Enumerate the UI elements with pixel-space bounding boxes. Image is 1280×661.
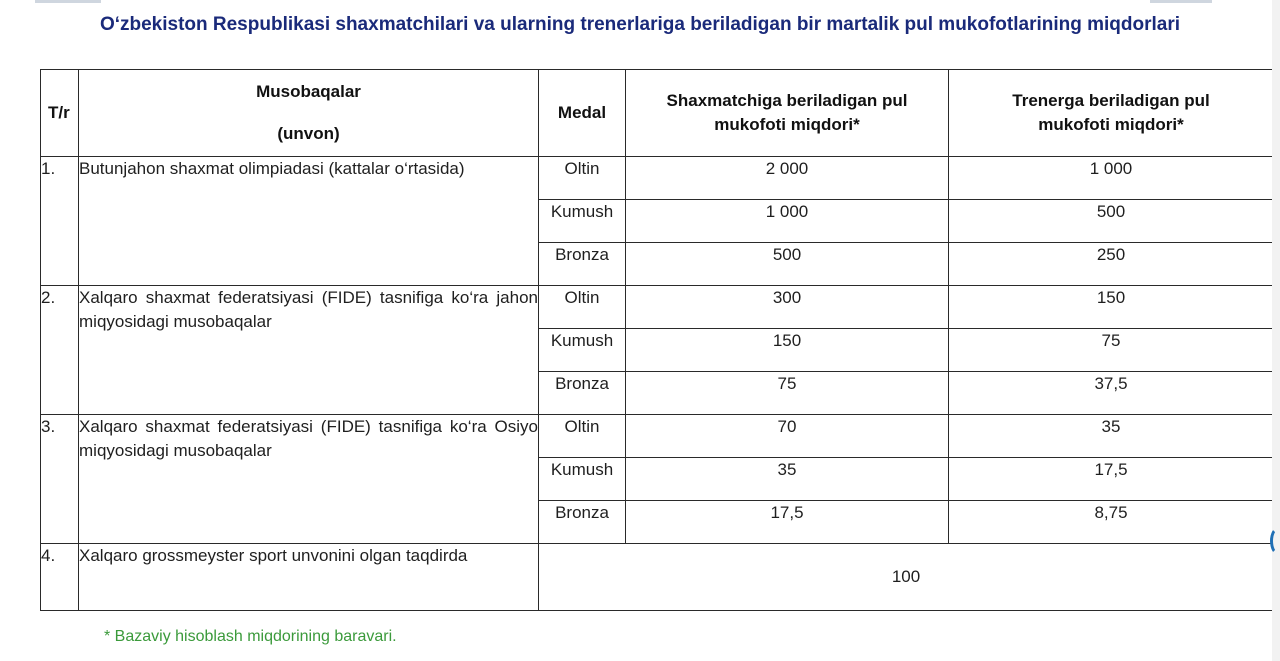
player-award: 17,5 bbox=[626, 501, 949, 544]
header-shaxmatchi: Shaxmatchiga beriladigan pul mukofoti miqdori* bbox=[626, 70, 949, 157]
row-number: 2. bbox=[41, 286, 79, 415]
header-trener: Trenerga beriladigan pul mukofoti miqdori* bbox=[949, 70, 1274, 157]
top-divider-left bbox=[35, 0, 101, 3]
header-musobaqalar-label: Musobaqalar bbox=[256, 82, 361, 101]
player-award: 75 bbox=[626, 372, 949, 415]
table-row bbox=[41, 415, 1274, 458]
competition-name: Xalqaro shaxmat federatsiyasi (FIDE) tasnifiga ko‘ra Osiyo miqyosidagi musobaqalar bbox=[79, 415, 539, 544]
medal-cell: Bronza bbox=[539, 372, 626, 415]
player-award: 300 bbox=[626, 286, 949, 329]
footnote: * Bazaviy hisoblash miqdorining baravari. bbox=[104, 628, 397, 645]
row-number: 1. bbox=[41, 157, 79, 286]
player-award: 70 bbox=[626, 415, 949, 458]
coach-award: 500 bbox=[949, 200, 1274, 243]
medal-cell: Kumush bbox=[539, 200, 626, 243]
header-tr: T/r bbox=[41, 70, 79, 157]
player-award: 35 bbox=[626, 458, 949, 501]
competition-name: Xalqaro shaxmat federatsiyasi (FIDE) tasnifiga ko‘ra jahon miqyosidagi musobaqalar bbox=[79, 286, 539, 415]
table-row bbox=[41, 286, 1274, 329]
coach-award: 8,75 bbox=[949, 501, 1274, 544]
page-margin-left bbox=[0, 0, 30, 661]
coach-award: 37,5 bbox=[949, 372, 1274, 415]
coach-award: 17,5 bbox=[949, 458, 1274, 501]
awards-table bbox=[40, 69, 1274, 611]
medal-cell: Kumush bbox=[539, 329, 626, 372]
medal-cell: Oltin bbox=[539, 286, 626, 329]
player-award: 500 bbox=[626, 243, 949, 286]
header-medal: Medal bbox=[539, 70, 626, 157]
coach-award: 150 bbox=[949, 286, 1274, 329]
competition-name: Butunjahon shaxmat olimpiadasi (kattalar o‘rtasida) bbox=[79, 157, 539, 286]
page-title: O‘zbekiston Respublikasi shaxmatchilari va ularning trenerlariga beriladigan bir martalik pul mukofotlarining miqdorlari bbox=[99, 14, 1181, 35]
row-number: 4. bbox=[41, 544, 79, 611]
table-row bbox=[41, 544, 1274, 611]
medal-cell: Oltin bbox=[539, 157, 626, 200]
table-row bbox=[41, 157, 1274, 200]
medal-cell: Oltin bbox=[539, 415, 626, 458]
row-number: 3. bbox=[41, 415, 79, 544]
header-unvon-label: (unvon) bbox=[277, 124, 340, 143]
page-margin-right bbox=[1272, 0, 1280, 661]
header-musobaqalar bbox=[79, 70, 539, 157]
competition-name: Xalqaro grossmeyster sport unvonini olgan taqdirda bbox=[79, 544, 539, 611]
top-divider-right bbox=[1150, 0, 1212, 3]
player-award: 1 000 bbox=[626, 200, 949, 243]
scroll-handle-icon[interactable] bbox=[1270, 527, 1280, 555]
coach-award: 75 bbox=[949, 329, 1274, 372]
medal-cell: Kumush bbox=[539, 458, 626, 501]
merged-award-value: 100 bbox=[539, 544, 1274, 611]
coach-award: 1 000 bbox=[949, 157, 1274, 200]
coach-award: 35 bbox=[949, 415, 1274, 458]
medal-cell: Bronza bbox=[539, 501, 626, 544]
medal-cell: Bronza bbox=[539, 243, 626, 286]
player-award: 150 bbox=[626, 329, 949, 372]
table-header-row bbox=[41, 70, 1274, 157]
player-award: 2 000 bbox=[626, 157, 949, 200]
coach-award: 250 bbox=[949, 243, 1274, 286]
